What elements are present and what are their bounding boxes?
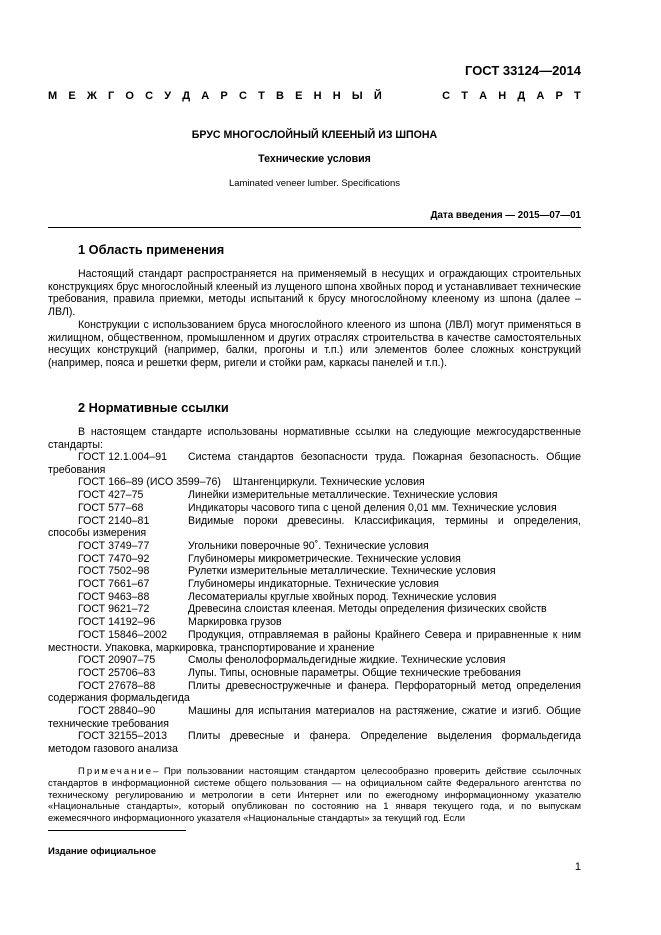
paragraph: Конструкции с использованием бруса многослойного клееного из шпона (ЛВЛ) могут применяться в жилищном, общественном, промышленном и других отраслях строительства в качестве самостоятельных несущих конструкций (например, балки, прогоны и т.п.) или элементов более сложных конструкций (например, пояса и решетки ферм, ригели и стойки рам, каркасы панелей и т.п.). [48,318,581,369]
banner-letter: Е [68,90,76,102]
reference-code: ГОСТ 7470–92 [78,552,150,565]
reference-title: Смолы фенолоформальдегидные жидкие. Технические условия [188,654,506,667]
reference-title: Линейки измерительные металлические. Технические условия [188,489,498,502]
banner-letter: Р [555,90,563,102]
banner-letter: Т [461,90,468,102]
gost-code: ГОСТ 33124—2014 [465,63,581,78]
reference-code: ГОСТ 12.1.004–91 [78,451,168,463]
reference-item [48,489,581,502]
banner-letter: Н [332,90,341,102]
page-number: 1 [574,861,581,873]
banner-letter: С [145,90,154,102]
reference-item [48,451,581,476]
reference-item [48,667,581,680]
banner-letter: О [125,90,134,102]
reference-title: Видимые пороки древесины. Классификация, термины и определения, способы измерения [48,514,581,540]
banner-letter: У [164,90,172,102]
reference-title: Глубиномеры микрометрические. Технические условия [188,552,461,565]
footer-divider [48,830,186,831]
section-2-title: 2 Нормативные ссылки [78,400,229,415]
reference-title: Плиты древесные и фанера. Определение выделения формальдегида методом газового анализа [48,730,581,756]
reference-title: Угольники поверочные 90˚. Технические условия [188,539,429,552]
reference-item [48,730,581,755]
header-divider [48,227,581,228]
note-text: – При пользовании настоящим стандартом целесообразно проверить действие ссылочных стандартов в информационной системе общего пользования — на официальном сайте Федерального агентства по техническому регулированию и метрологии в сети Интернет или по ежегодному информационному указателю «Национальные стандарты», который опубликован по состоянию на 1 января текущего года, и по выпускам ежемесячного информационного указателя «Национальные стандарты» за текущий год. Если [48,766,581,825]
paragraph: Настоящий стандарт распространяется на применяемый в несущих и ограждающих строительных конструкциях брус многослойный клееный из лущеного шпона хвойных пород и устанавливает технические требования, правила приемки, методы испытаний к брусу многослойному клееному из шпона (далее – ЛВЛ). [48,268,581,319]
reference-item [48,616,581,629]
reference-item [48,476,581,489]
reference-code: ГОСТ 7502–98 [78,565,150,578]
reference-title: Рулетки измерительные металлические. Технические условия [188,565,496,578]
standard-banner [48,90,581,103]
note-block [48,766,581,825]
reference-code: ГОСТ 14192–96 [78,616,156,629]
effective-date: Дата введения — 2015—07—01 [430,210,581,221]
banner-letter: Д [517,90,526,102]
reference-code: ГОСТ 577–68 [78,501,144,514]
banner-letter: Г [107,90,115,102]
banner-letter: Д [182,90,191,102]
document-title: БРУС МНОГОСЛОЙНЫЙ КЛЕЕНЫЙ ИЗ ШПОНА [191,129,438,141]
reference-title: Плиты древесностружечные и фанера. Перфораторный метод определения содержания формальдегида [48,679,581,705]
reference-code: ГОСТ 15846–2002 [78,628,168,641]
section-2-intro [48,426,581,451]
reference-title: Лупы. Типы, основные параметры. Общие технические требования [188,666,521,679]
edition-label: Издание официальное [48,846,156,857]
reference-code: ГОСТ 9463–88 [78,590,150,603]
banner-letter: Ж [86,90,97,102]
reference-item [48,515,581,540]
reference-title: Лесоматериалы круглые хвойных пород. Технические условия [188,590,497,603]
reference-title: Продукция, отправляемая в районы Крайнего Севера и приравненные к ним местности. Упаковка, маркировка, транспортирование и хранение [48,628,581,654]
reference-code: ГОСТ 427–75 [78,489,144,502]
reference-code: ГОСТ 166–89 (ИСО 3599–76) [78,476,221,489]
document-subtitle: Технические условия [258,153,371,165]
section-1-title: 1 Область применения [78,242,225,257]
reference-title: Система стандартов безопасности труда. Пожарная безопасность. Общие требования [48,451,581,476]
reference-code: ГОСТ 20907–75 [78,654,156,667]
reference-title: Глубиномеры индикаторные. Технические условия [188,578,439,591]
banner-letter: Т [258,90,265,102]
reference-code: ГОСТ 3749–77 [78,539,150,552]
reference-item [48,654,581,667]
reference-item [48,553,581,566]
reference-item [48,680,581,705]
banner-letter: С [238,90,247,102]
reference-item [48,578,581,591]
reference-title: Штангенциркули. Технические условия [232,476,425,489]
reference-item [48,591,581,604]
reference-item [48,502,581,515]
note-label: Примечание [78,766,153,777]
reference-list [48,451,581,756]
paragraph: В настоящем стандарте использованы нормативные ссылки на следующие межгосударственные стандарты: [48,426,581,451]
banner-letter: Й [373,90,382,102]
reference-title: Древесина слоистая клееная. Методы определения физических свойств [188,603,547,616]
banner-letter: А [201,90,210,102]
banner-letter: М [48,90,58,102]
banner-letter: А [479,90,488,102]
reference-title: Индикаторы часового типа с ценой деления 0,01 мм. Технические условия [188,501,557,514]
reference-code: ГОСТ 2140–81 [78,514,150,527]
banner-letter: Ы [351,90,363,102]
reference-code: ГОСТ 32155–2013 [78,730,168,743]
reference-code: ГОСТ 27678–88 [78,679,156,692]
reference-item [48,565,581,578]
reference-code: ГОСТ 9621–72 [78,603,150,616]
banner-letter: А [536,90,545,102]
reference-title: Маркировка грузов [188,616,282,629]
reference-code: ГОСТ 28840–90 [78,705,156,718]
banner-letter: Т [574,90,581,102]
reference-item [48,603,581,616]
reference-item [48,629,581,654]
section-1-body [48,268,581,370]
reference-item [48,540,581,553]
banner-letter: С [442,90,451,102]
banner-letter: Р [220,90,228,102]
banner-letter: Н [313,90,322,102]
banner-letter: Е [295,90,303,102]
document-english-title: Laminated veneer lumber. Specifications [228,178,401,189]
reference-item [48,705,581,730]
reference-title: Машины для испытания материалов на растяжение, сжатие и изгиб. Общие технические требования [48,705,581,730]
reference-code: ГОСТ 7661–67 [78,578,150,591]
banner-letter: В [275,90,284,102]
banner-gap [393,90,431,103]
reference-code: ГОСТ 25706–83 [78,666,156,679]
banner-letter: Н [498,90,507,102]
